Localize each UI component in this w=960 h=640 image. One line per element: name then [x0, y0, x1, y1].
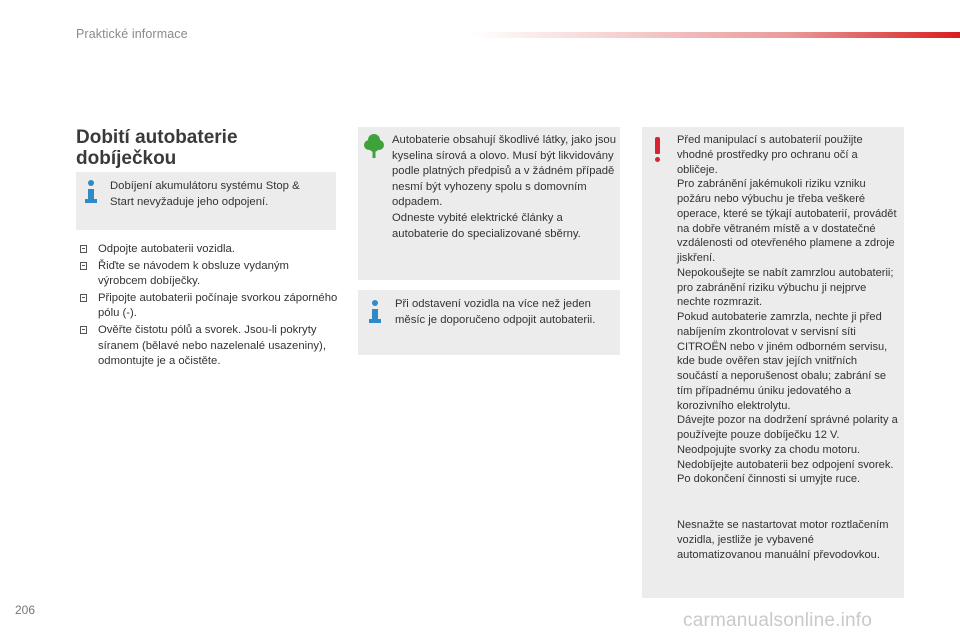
watermark: carmanualsonline.info: [683, 610, 873, 631]
tree-icon: [364, 133, 384, 159]
list-item: Ověřte čistotu pólů a svorek. Jsou-li pokryty síranem (bělavé nebo nazelenalé usazeniny), odmontujte je a očistěte.: [80, 323, 340, 370]
page-header-title: Praktické informace: [76, 27, 188, 41]
checkbox-bullet-icon: [80, 262, 87, 270]
warning-box-text-gearbox: Nesnažte se nastartovat motor roztlačením vozidla, jestliže je vybavené automatizovanou manuální převodovkou.: [677, 519, 889, 561]
header-accent-bar: [470, 32, 960, 38]
eco-box-text: Autobaterie obsahují škodlivé látky, jako jsou kyselina sírová a olovo. Musí být likvidovány podle platných předpisů a v žádném případě nesmí být vyhozeny spolu s domovním odpadem. Odneste vybité elektrické články a autobaterie do specializované sběrny.: [392, 134, 616, 240]
checkbox-bullet-icon: [80, 294, 87, 302]
page-number: 206: [15, 603, 36, 617]
section-title: Dobití autobaterie dobíječkou: [76, 127, 238, 169]
info-icon: [368, 300, 382, 324]
info-box-storage-text: Při odstavení vozidla na více než jeden měsíc je doporučeno odpojit autobaterii.: [395, 298, 596, 326]
warning-box-safety: [642, 127, 904, 598]
checkbox-bullet-icon: [80, 245, 87, 253]
info-icon: [84, 180, 98, 204]
list-item: Připojte autobaterii počínaje svorkou záporného pólu (-).: [80, 291, 340, 322]
warning-box-text-main: Před manipulací s autobaterií použijte vhodné prostředky pro ochranu očí a obličeje. Pro zabránění jakémukoli riziku vzniku požáru nebo výbuchu je třeba veškeré operace, které se týkají autobaterií, provádět na dobře větraném místě a v dostatečné vzdálenosti od otevřeného plamene a zdroje jiskření. Nepokoušejte se nabít zamrzlou autobaterii; pro zabránění riziku výbuchu ji nejprve nechte rozmrazit. Pokud autobaterie zamrzla, nechte ji před nabíjením zkontrolovat v servisní síti CITROËN nebo v jiném odborném servisu, kde bude ověřen stav jejích vnitřních součástí a neporušenost obalu; zabrání se tím případnému úniku jedovatého a korozivního elektrolytu. Dávejte pozor na dodržení správné polarity a používejte pouze dobíječku 12 V. Neodpojujte svorky za chodu motoru. Nedobíjejte autobaterii bez odpojení svorek. Po dokončení činnosti si umyjte ruce.: [677, 134, 898, 486]
list-item: Řiďte se návodem k obsluze vydaným výrobcem dobíječky.: [80, 259, 340, 290]
steps-list: [80, 242, 340, 371]
info-box-stop-start-text: Dobíjení akumulátoru systému Stop & Start nevyžaduje jeho odpojení.: [110, 180, 300, 208]
eco-box-disposal: [358, 127, 620, 280]
list-item: Odpojte autobaterii vozidla.: [80, 242, 340, 258]
info-box-storage: [358, 290, 620, 355]
info-box-stop-start: [76, 172, 336, 230]
checkbox-bullet-icon: [80, 326, 87, 334]
exclamation-icon: [652, 137, 664, 163]
